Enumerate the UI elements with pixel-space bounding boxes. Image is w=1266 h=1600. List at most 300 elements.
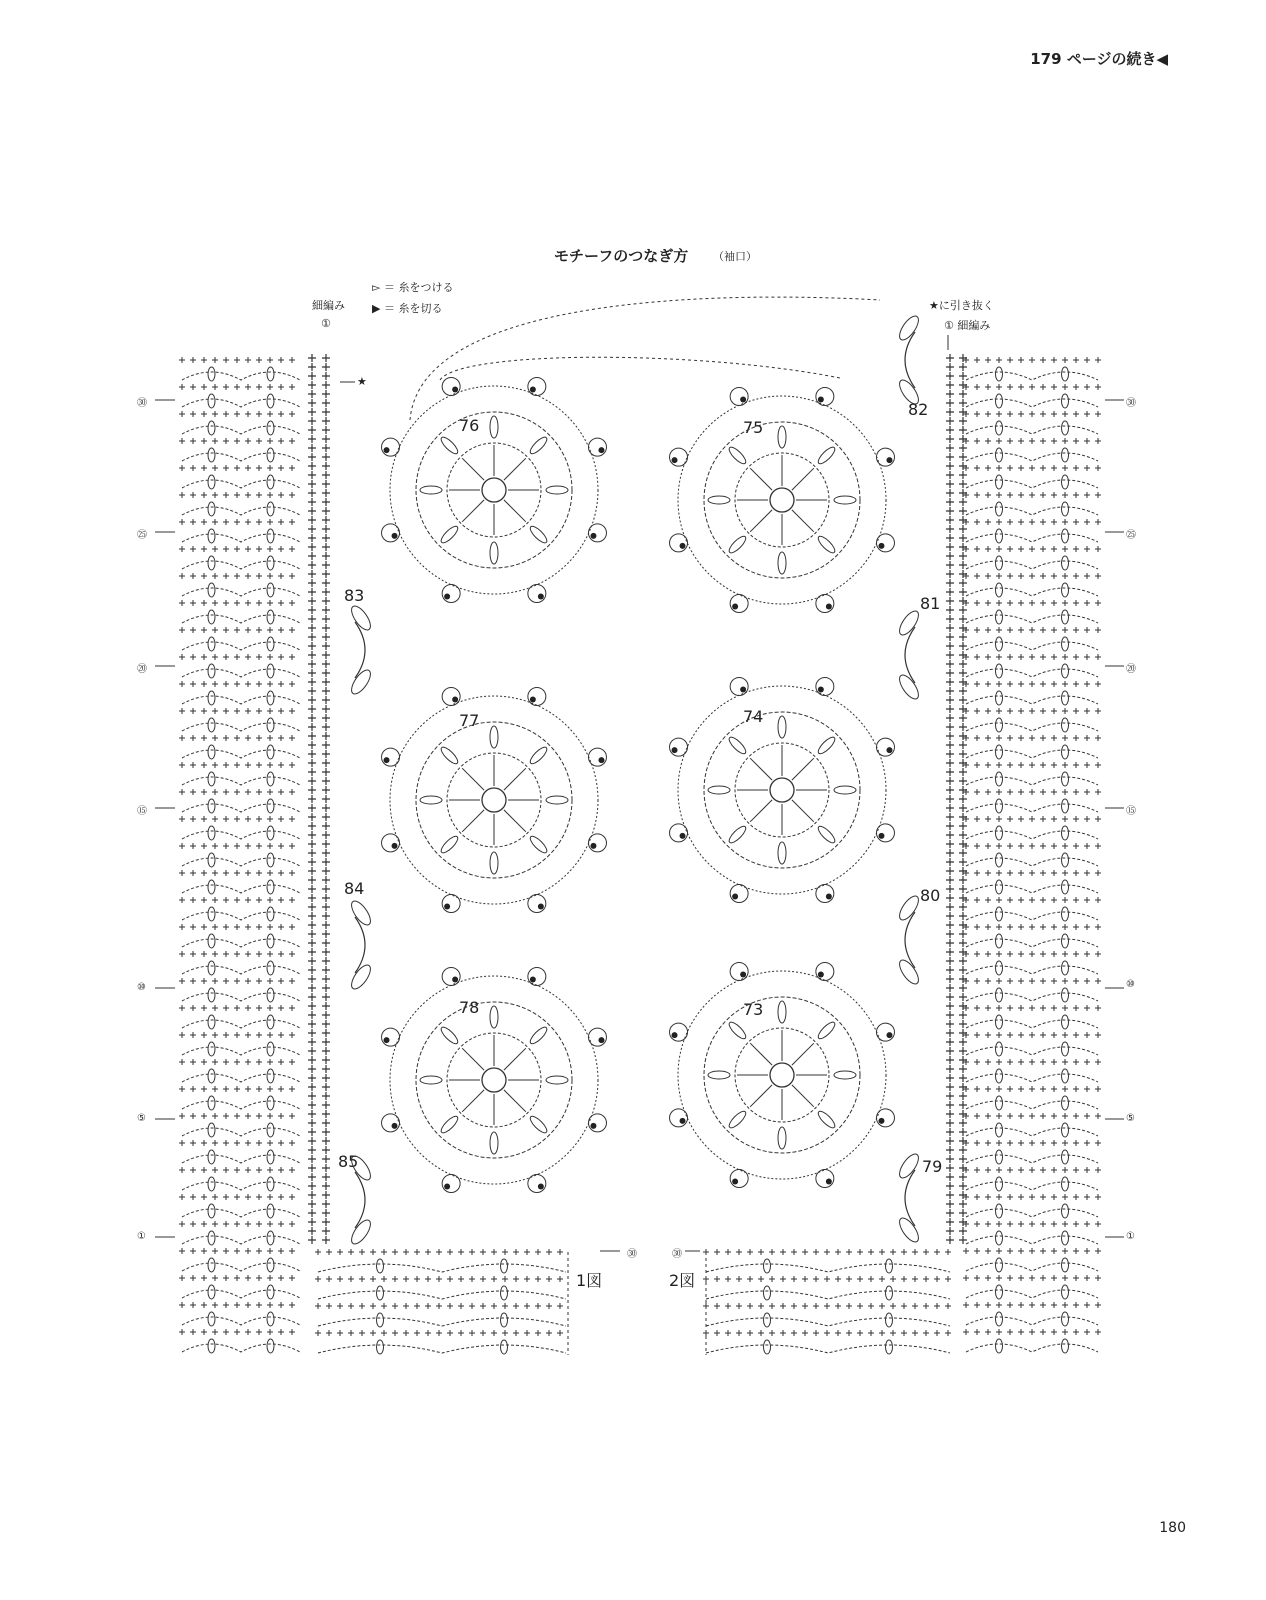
- sc-stitch: [322, 462, 330, 470]
- motif-picot: [382, 1028, 400, 1046]
- sc-stitch: [1051, 897, 1057, 903]
- sc-stitch: [289, 843, 295, 849]
- sc-stitch: [179, 762, 185, 768]
- sc-stitch: [267, 1275, 273, 1281]
- bobble-stitch: [208, 799, 215, 813]
- sc-stitch: [179, 816, 185, 822]
- sc-stitch: [996, 978, 1002, 984]
- sc-stitch: [1029, 573, 1035, 579]
- sc-stitch: [322, 921, 330, 929]
- sc-stitch: [267, 573, 273, 579]
- sc-stitch: [1095, 762, 1101, 768]
- sc-stitch: [1007, 762, 1013, 768]
- sc-stitch: [234, 1140, 240, 1146]
- sc-stitch: [1040, 789, 1046, 795]
- sc-stitch: [234, 411, 240, 417]
- sc-stitch: [959, 372, 967, 380]
- sc-stitch: [212, 816, 218, 822]
- sc-stitch: [1073, 384, 1079, 390]
- sc-stitch: [959, 417, 967, 425]
- sc-stitch: [179, 411, 185, 417]
- bobble-stitch: [208, 637, 215, 651]
- sc-stitch: [946, 1101, 954, 1109]
- row-mark-left-1: ①: [137, 1231, 146, 1242]
- sc-stitch: [308, 1236, 316, 1244]
- sc-stitch: [326, 1276, 332, 1282]
- sc-stitch: [267, 1059, 273, 1065]
- sc-stitch: [289, 1167, 295, 1173]
- sc-stitch: [1073, 654, 1079, 660]
- sc-stitch: [308, 714, 316, 722]
- sc-stitch: [212, 735, 218, 741]
- connector-leaf: [896, 957, 922, 987]
- sc-stitch: [985, 762, 991, 768]
- sc-stitch: [278, 438, 284, 444]
- motif-petal-stitch: [490, 542, 498, 564]
- sc-stitch: [223, 492, 229, 498]
- sc-stitch: [267, 978, 273, 984]
- sc-stitch: [901, 1303, 907, 1309]
- sc-stitch: [289, 654, 295, 660]
- sc-stitch: [946, 984, 954, 992]
- sc-stitch: [322, 453, 330, 461]
- sc-stitch: [223, 951, 229, 957]
- sc-stitch: [212, 600, 218, 606]
- sc-stitch: [974, 1329, 980, 1335]
- sc-stitch: [1018, 681, 1024, 687]
- connector-leaf: [896, 893, 922, 923]
- sc-stitch: [959, 822, 967, 830]
- sc-stitch: [278, 1194, 284, 1200]
- sc-stitch: [1029, 546, 1035, 552]
- bobble-stitch: [208, 1285, 215, 1299]
- sc-stitch: [946, 1200, 954, 1208]
- sc-stitch: [996, 1059, 1002, 1065]
- sc-stitch: [308, 588, 316, 596]
- sc-stitch: [256, 1086, 262, 1092]
- connector-leaf: [896, 672, 922, 702]
- bobble-stitch: [208, 934, 215, 948]
- bottom-row-mark-right: ㉚: [672, 1249, 682, 1260]
- sc-stitch: [959, 480, 967, 488]
- sc-stitch: [223, 465, 229, 471]
- sc-stitch: [348, 1303, 354, 1309]
- bobble-stitch: [208, 1096, 215, 1110]
- sc-stitch: [959, 1011, 967, 1019]
- sc-stitch: [946, 462, 954, 470]
- sc-stitch: [974, 1221, 980, 1227]
- bobble-stitch: [1062, 691, 1069, 705]
- sc-stitch: [901, 1330, 907, 1336]
- sc-stitch: [1062, 438, 1068, 444]
- sc-stitch: [1062, 762, 1068, 768]
- sc-stitch: [736, 1249, 742, 1255]
- sc-stitch: [322, 732, 330, 740]
- sc-stitch: [1018, 708, 1024, 714]
- sc-stitch: [308, 723, 316, 731]
- sc-stitch: [308, 1110, 316, 1118]
- sc-stitch: [1051, 600, 1057, 606]
- sc-stitch: [974, 1275, 980, 1281]
- bobble-stitch: [1062, 529, 1069, 543]
- sc-stitch: [245, 654, 251, 660]
- sc-stitch: [974, 681, 980, 687]
- sc-stitch: [1051, 1032, 1057, 1038]
- bobble-stitch: [208, 394, 215, 408]
- right-chain-column: [959, 354, 967, 1244]
- sc-stitch: [946, 615, 954, 623]
- sc-stitch: [278, 573, 284, 579]
- sc-stitch: [289, 735, 295, 741]
- sc-stitch: [223, 924, 229, 930]
- sc-stitch: [212, 1329, 218, 1335]
- motif-picot: [442, 688, 460, 706]
- sc-stitch: [256, 681, 262, 687]
- motif-picot-dot: [452, 977, 458, 983]
- sc-stitch: [857, 1276, 863, 1282]
- sc-stitch: [1018, 654, 1024, 660]
- sc-stitch: [1084, 816, 1090, 822]
- sc-stitch: [959, 768, 967, 776]
- sc-stitch: [1073, 762, 1079, 768]
- sc-stitch: [267, 816, 273, 822]
- sc-stitch: [322, 516, 330, 524]
- sc-stitch: [322, 1047, 330, 1055]
- sc-stitch: [1051, 1248, 1057, 1254]
- sc-stitch: [802, 1303, 808, 1309]
- sc-stitch: [414, 1330, 420, 1336]
- left-start-mark: ①: [321, 317, 331, 330]
- sc-stitch: [890, 1276, 896, 1282]
- sc-stitch: [959, 858, 967, 866]
- sc-stitch: [322, 867, 330, 875]
- sc-stitch: [1062, 627, 1068, 633]
- bobble-stitch: [996, 610, 1003, 624]
- chain-arch: [318, 1318, 566, 1326]
- bobble-stitch: [208, 1231, 215, 1245]
- sc-stitch: [322, 615, 330, 623]
- sc-stitch: [245, 1167, 251, 1173]
- chain-arch: [182, 1317, 300, 1325]
- bobble-stitch: [996, 502, 1003, 516]
- sc-stitch: [315, 1276, 321, 1282]
- sc-stitch: [945, 1249, 951, 1255]
- sc-stitch: [1084, 1302, 1090, 1308]
- sc-stitch: [1095, 1113, 1101, 1119]
- bobble-stitch: [1062, 1096, 1069, 1110]
- bobble-stitch: [996, 691, 1003, 705]
- sc-stitch: [502, 1249, 508, 1255]
- chain-arch: [318, 1291, 566, 1299]
- sc-stitch: [278, 843, 284, 849]
- sc-stitch: [322, 444, 330, 452]
- sc-stitch: [190, 843, 196, 849]
- sc-stitch: [179, 1167, 185, 1173]
- sc-stitch: [985, 519, 991, 525]
- sc-stitch: [946, 1146, 954, 1154]
- sc-stitch: [946, 426, 954, 434]
- sc-stitch: [1029, 492, 1035, 498]
- sc-stitch: [1084, 843, 1090, 849]
- sc-stitch: [974, 519, 980, 525]
- sc-stitch: [179, 546, 185, 552]
- sc-stitch: [959, 714, 967, 722]
- sc-stitch: [959, 885, 967, 893]
- sc-stitch: [1062, 870, 1068, 876]
- sc-stitch: [278, 1005, 284, 1011]
- sc-stitch: [267, 627, 273, 633]
- sc-stitch: [946, 903, 954, 911]
- sc-stitch: [179, 681, 185, 687]
- sc-stitch: [1084, 627, 1090, 633]
- sc-stitch: [458, 1303, 464, 1309]
- motif-spoke: [792, 1085, 814, 1107]
- bobble-stitch: [267, 718, 274, 732]
- sc-stitch: [879, 1276, 885, 1282]
- sc-stitch: [985, 1032, 991, 1038]
- chain-arch: [182, 588, 300, 596]
- sc-stitch: [946, 1002, 954, 1010]
- sc-stitch: [959, 1155, 967, 1163]
- sc-stitch: [974, 357, 980, 363]
- sc-stitch: [212, 897, 218, 903]
- sc-stitch: [996, 843, 1002, 849]
- sc-stitch: [223, 978, 229, 984]
- chain-arch: [182, 1290, 300, 1298]
- sc-stitch: [996, 897, 1002, 903]
- motif-center-ring: [482, 478, 506, 502]
- sc-stitch: [212, 1086, 218, 1092]
- sc-stitch: [308, 831, 316, 839]
- sc-stitch: [201, 654, 207, 660]
- bobble-stitch: [1062, 1069, 1069, 1083]
- sc-stitch: [1018, 870, 1024, 876]
- bobble-stitch: [208, 1042, 215, 1056]
- bobble-stitch: [1062, 772, 1069, 786]
- sc-stitch: [267, 465, 273, 471]
- bobble-stitch: [267, 556, 274, 570]
- sc-stitch: [985, 1167, 991, 1173]
- sc-stitch: [1018, 1059, 1024, 1065]
- bobble-stitch: [1062, 880, 1069, 894]
- sc-stitch: [985, 951, 991, 957]
- sc-stitch: [322, 1029, 330, 1037]
- connector-leaf: [896, 1215, 922, 1245]
- sc-stitch: [758, 1303, 764, 1309]
- bobble-stitch: [267, 421, 274, 435]
- sc-stitch: [223, 1248, 229, 1254]
- sc-stitch: [308, 777, 316, 785]
- sc-stitch: [1084, 492, 1090, 498]
- sc-stitch: [1084, 1221, 1090, 1227]
- sc-stitch: [190, 1194, 196, 1200]
- sc-stitch: [1084, 546, 1090, 552]
- sc-stitch: [1084, 1005, 1090, 1011]
- sc-stitch: [308, 1056, 316, 1064]
- bobble-stitch: [208, 1123, 215, 1137]
- sc-stitch: [256, 600, 262, 606]
- sc-stitch: [946, 642, 954, 650]
- sc-stitch: [190, 1059, 196, 1065]
- sc-stitch: [278, 951, 284, 957]
- connector-label-83: 83: [344, 586, 365, 605]
- sc-stitch: [234, 789, 240, 795]
- sc-stitch: [1007, 627, 1013, 633]
- sc-stitch: [414, 1249, 420, 1255]
- sc-stitch: [758, 1276, 764, 1282]
- sc-stitch: [267, 1113, 273, 1119]
- sc-stitch: [824, 1330, 830, 1336]
- motif-petal-stitch: [816, 824, 837, 845]
- sc-stitch: [1051, 465, 1057, 471]
- motif-petal-stitch: [816, 735, 837, 756]
- sc-stitch: [985, 492, 991, 498]
- sc-stitch: [308, 1164, 316, 1172]
- sc-stitch: [308, 867, 316, 875]
- sc-stitch: [212, 1032, 218, 1038]
- sc-stitch: [469, 1276, 475, 1282]
- sc-stitch: [946, 696, 954, 704]
- sc-stitch: [1084, 1059, 1090, 1065]
- sc-stitch: [322, 525, 330, 533]
- motif-picot: [876, 1109, 894, 1127]
- sc-stitch: [322, 1227, 330, 1235]
- sc-stitch: [1029, 978, 1035, 984]
- motif-spoke: [750, 1043, 772, 1065]
- sc-stitch: [791, 1249, 797, 1255]
- sc-stitch: [1073, 1194, 1079, 1200]
- sc-stitch: [985, 978, 991, 984]
- sc-stitch: [234, 897, 240, 903]
- sc-stitch: [201, 411, 207, 417]
- bobble-stitch: [996, 1123, 1003, 1137]
- sc-stitch: [946, 723, 954, 731]
- sc-stitch: [201, 1113, 207, 1119]
- sc-stitch: [414, 1303, 420, 1309]
- motif-middle-ring: [704, 422, 860, 578]
- sc-stitch: [179, 1248, 185, 1254]
- sc-stitch: [480, 1249, 486, 1255]
- sc-stitch: [1029, 384, 1035, 390]
- sc-stitch: [223, 897, 229, 903]
- bobble-stitch: [996, 772, 1003, 786]
- chain-arch: [966, 588, 1098, 596]
- sc-stitch: [1007, 357, 1013, 363]
- motif-spoke: [750, 510, 772, 532]
- sc-stitch: [1062, 1005, 1068, 1011]
- sc-stitch: [256, 816, 262, 822]
- sc-stitch: [1062, 384, 1068, 390]
- chain-arch: [966, 885, 1098, 893]
- sc-stitch: [835, 1303, 841, 1309]
- row-mark-left-20: ⑳: [137, 664, 147, 675]
- chain-arch: [966, 1290, 1098, 1298]
- sc-stitch: [557, 1303, 563, 1309]
- sc-stitch: [813, 1330, 819, 1336]
- sc-stitch: [846, 1249, 852, 1255]
- sc-stitch: [868, 1276, 874, 1282]
- sc-stitch: [959, 633, 967, 641]
- sc-stitch: [946, 516, 954, 524]
- chain-arch: [182, 1074, 300, 1082]
- sc-stitch: [1029, 1032, 1035, 1038]
- sc-stitch: [1007, 1032, 1013, 1038]
- sc-stitch: [392, 1276, 398, 1282]
- sc-stitch: [1095, 1248, 1101, 1254]
- sc-stitch: [769, 1330, 775, 1336]
- sc-stitch: [212, 870, 218, 876]
- sc-stitch: [1073, 681, 1079, 687]
- sc-stitch: [234, 1302, 240, 1308]
- bobble-stitch: [996, 853, 1003, 867]
- figure-2-label: 2図: [669, 1271, 696, 1290]
- sc-stitch: [974, 897, 980, 903]
- flower-motif-74: [670, 678, 895, 903]
- sc-stitch: [946, 1191, 954, 1199]
- sc-stitch: [946, 732, 954, 740]
- sc-stitch: [946, 669, 954, 677]
- sc-stitch: [223, 1086, 229, 1092]
- chain-arch: [966, 453, 1098, 461]
- sc-stitch: [946, 372, 954, 380]
- sc-stitch: [1051, 978, 1057, 984]
- sc-stitch: [1029, 627, 1035, 633]
- sc-stitch: [1051, 870, 1057, 876]
- sc-stitch: [1073, 1167, 1079, 1173]
- sc-stitch: [946, 507, 954, 515]
- sc-stitch: [308, 903, 316, 911]
- sc-stitch: [1073, 357, 1079, 363]
- motif-outer-ring: [678, 396, 886, 604]
- sc-stitch: [1073, 924, 1079, 930]
- sc-stitch: [780, 1276, 786, 1282]
- motif-picot: [382, 834, 400, 852]
- sc-stitch: [308, 813, 316, 821]
- sc-stitch: [1040, 1248, 1046, 1254]
- sc-stitch: [959, 741, 967, 749]
- sc-stitch: [1084, 411, 1090, 417]
- sc-stitch: [289, 1086, 295, 1092]
- sc-stitch: [326, 1303, 332, 1309]
- sc-stitch: [747, 1303, 753, 1309]
- sc-stitch: [308, 552, 316, 560]
- sc-stitch: [190, 357, 196, 363]
- chain-arch: [182, 939, 300, 947]
- sc-stitch: [1095, 708, 1101, 714]
- chain-arch: [182, 669, 300, 677]
- sc-stitch: [946, 1020, 954, 1028]
- sc-stitch: [1062, 924, 1068, 930]
- sc-stitch: [245, 438, 251, 444]
- sc-stitch: [267, 708, 273, 714]
- left-chain-column: [308, 354, 316, 1244]
- motif-spoke: [504, 1048, 526, 1070]
- sc-stitch: [179, 1113, 185, 1119]
- sc-stitch: [985, 546, 991, 552]
- sc-stitch: [959, 399, 967, 407]
- motif-petal-stitch: [778, 1127, 786, 1149]
- motif-picot: [816, 884, 834, 902]
- sc-stitch: [322, 1182, 330, 1190]
- sc-stitch: [725, 1249, 731, 1255]
- motif-picot-dot: [598, 447, 604, 453]
- sc-stitch: [1007, 978, 1013, 984]
- sc-stitch: [322, 1020, 330, 1028]
- bobble-stitch: [267, 1339, 274, 1353]
- sc-stitch: [1095, 573, 1101, 579]
- motif-picot-dot: [732, 893, 738, 899]
- sc-stitch: [326, 1330, 332, 1336]
